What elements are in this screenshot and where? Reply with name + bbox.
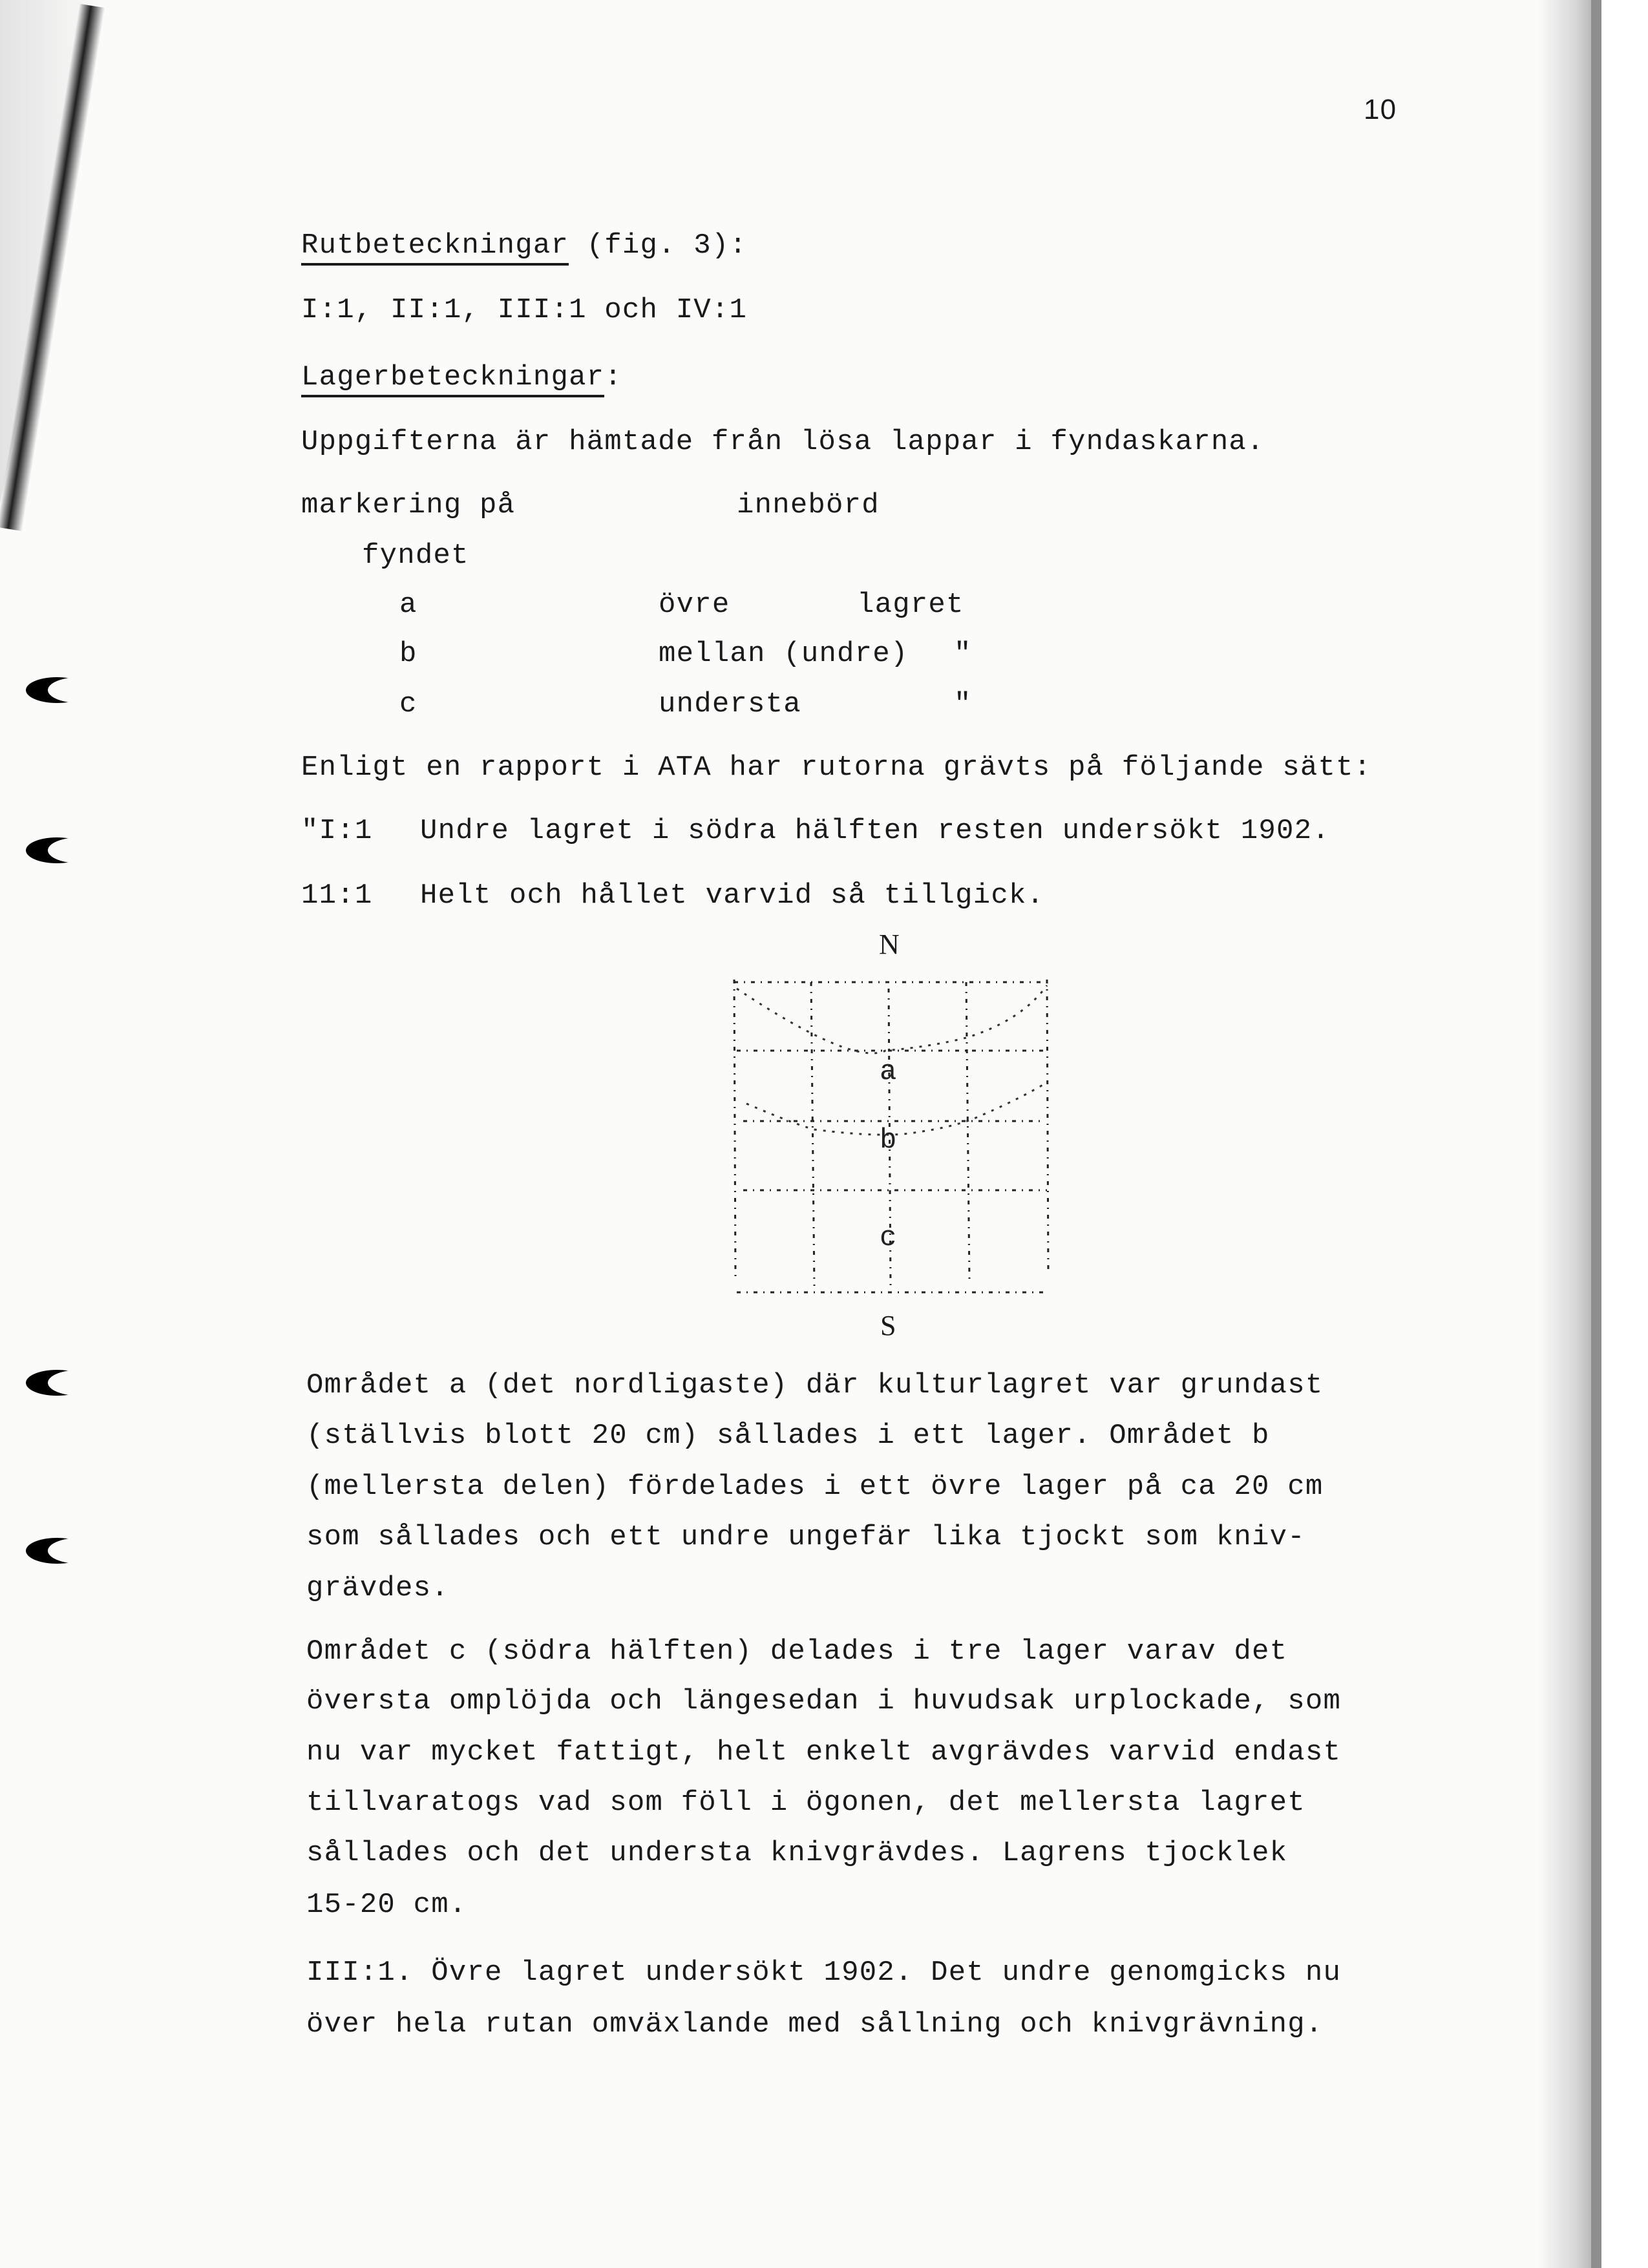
layers-heading-suffix: : [604, 361, 622, 394]
paragraph-line: Området a (det nordligaste) där kulturlagret var grundast [306, 1369, 1324, 1402]
paragraph-line: (ställvis blott 20 cm) sållades i ett lager. Området b [306, 1420, 1270, 1452]
paragraph-line: tillvaratogs vad som föll i ögonen, det mellersta lagret [306, 1787, 1305, 1819]
paragraph-line: grävdes. [306, 1572, 449, 1604]
zone-label-c: c [880, 1222, 897, 1254]
grid-line-left [734, 980, 735, 1279]
grid-squares: I:1, II:1, III:1 och IV:1 [301, 294, 748, 326]
paragraph-line: sållades och det understa knivgrävdes. Lagrens tjocklek [306, 1837, 1288, 1869]
paragraph-line: översta omplöjda och längesedan i huvudsak urplockade, som [306, 1685, 1342, 1717]
excavation-grid-diagram [724, 969, 1060, 1305]
zone-label-b: b [880, 1124, 897, 1157]
report-item-text: Helt och hållet varvid så tillgick. [420, 879, 1045, 912]
paragraph-line: III:1. Övre lagret undersökt 1902. Det undre genomgicks nu [306, 1957, 1342, 1989]
grid-heading-suffix: (fig. 3): [569, 229, 748, 262]
report-intro: Enligt en rapport i ATA har rutorna grävts på följande sätt: [301, 751, 1372, 784]
layers-intro: Uppgifterna är hämtade från lösa lappar i fyndaskarna. [301, 426, 1265, 458]
punch-hole-icon [26, 677, 88, 703]
paragraph-line: över hela rutan omväxlande med sållning och knivgrävning. [306, 2008, 1324, 2041]
paragraph-line: nu var mycket fattigt, helt enkelt avgrävdes varvid endast [306, 1736, 1342, 1769]
zone-boundary-b-c [746, 1082, 1047, 1135]
table-row-mark: a [399, 589, 417, 621]
report-item-label: 11:1 [301, 879, 373, 912]
layers-heading-row [301, 363, 622, 392]
punch-hole-icon [26, 1370, 88, 1396]
figure-north-label: N [879, 929, 900, 960]
table-row-suffix: " [954, 638, 972, 670]
grid-heading-row [301, 231, 747, 260]
punch-hole-icon [26, 837, 88, 863]
page-number: 10 [1364, 94, 1397, 125]
table-header-marking: markering på [301, 489, 516, 521]
table-row-suffix: lagret [857, 589, 964, 621]
paragraph-line: 15-20 cm. [306, 1889, 467, 1921]
table-row-meaning: övre [659, 589, 730, 621]
report-item-text: Undre lagret i södra hälften resten undersökt 1902. [420, 815, 1330, 847]
table-header-meaning: innebörd [737, 489, 880, 521]
page-right-edge [1591, 0, 1601, 2268]
punch-hole-icon [26, 1538, 88, 1564]
paragraph-line: som sållades och ett undre ungefär lika tjockt som kniv- [306, 1521, 1305, 1553]
paragraph-line: Området c (södra hälften) delades i tre lager varav det [306, 1635, 1288, 1668]
grid-line-vertical [966, 982, 969, 1279]
table-row-meaning: mellan (undre) [659, 638, 909, 670]
report-item-label: "I:1 [301, 815, 373, 847]
grid-heading: Rutbeteckningar [301, 229, 569, 266]
grid-line-vertical [811, 982, 814, 1286]
table-header-marking-line2: fyndet [362, 540, 469, 572]
paragraph-line: (mellersta delen) fördelades i ett övre lager på ca 20 cm [306, 1471, 1324, 1503]
table-row-mark: b [399, 638, 417, 670]
scan-background [1601, 0, 1648, 2268]
grid-line-right [1047, 980, 1048, 1273]
figure-south-label: S [880, 1310, 897, 1341]
table-row-mark: c [399, 688, 417, 720]
table-row-suffix: " [954, 688, 972, 720]
zone-label-a: a [880, 1056, 897, 1088]
zone-boundary-a-b [737, 985, 1047, 1053]
table-row-meaning: understa [659, 688, 801, 720]
layers-heading: Lagerbeteckningar [301, 361, 604, 397]
